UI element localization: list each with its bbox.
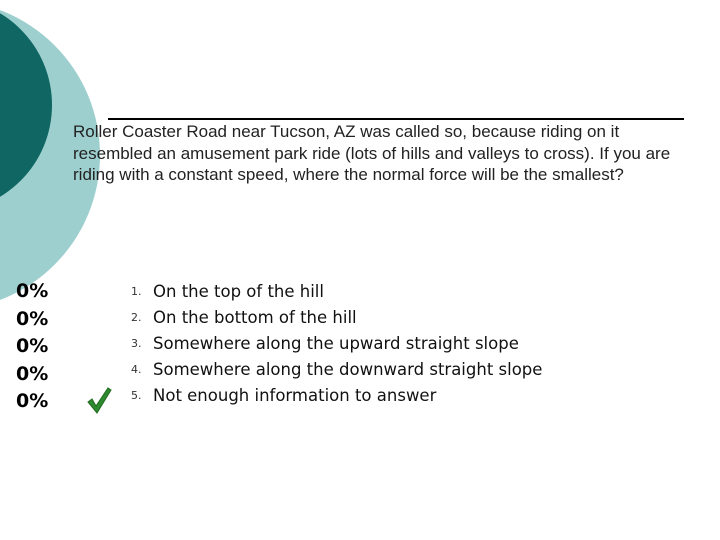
percent-answer-5: 0% <box>16 390 49 412</box>
answer-option-2[interactable] <box>100 304 700 330</box>
answer-text: On the top of the hill <box>153 281 324 301</box>
title-underline <box>108 118 684 120</box>
question-text: Roller Coaster Road near Tucson, AZ was called so, because riding on it resembled an amusement park ride (lots of hills and valleys to cross). If you are riding with a constant speed, where the normal force will be the smallest? <box>73 122 671 184</box>
answer-text: On the bottom of the hill <box>153 307 357 327</box>
answer-option-5[interactable] <box>100 382 700 408</box>
answer-number: 5. <box>131 388 142 402</box>
answer-text: Somewhere along the downward straight slope <box>153 359 543 379</box>
percent-answer-2: 0% <box>16 307 49 330</box>
answer-number: 2. <box>131 310 142 324</box>
answer-number: 1. <box>131 284 142 298</box>
response-percentages <box>16 278 76 416</box>
answer-option-1[interactable] <box>100 278 700 304</box>
answer-number: 3. <box>131 336 142 350</box>
percent-answer-1: 0% <box>16 280 49 302</box>
answer-text: Not enough information to answer <box>153 385 437 405</box>
answer-option-3[interactable] <box>100 330 700 356</box>
answer-text: Somewhere along the upward straight slope <box>153 333 519 353</box>
answer-option-4[interactable] <box>100 356 700 382</box>
answer-number: 4. <box>131 362 142 376</box>
answer-list <box>100 278 700 408</box>
percent-answer-4: 0% <box>16 362 49 385</box>
checkmark-icon <box>86 385 112 415</box>
percent-answer-3: 0% <box>16 335 49 357</box>
